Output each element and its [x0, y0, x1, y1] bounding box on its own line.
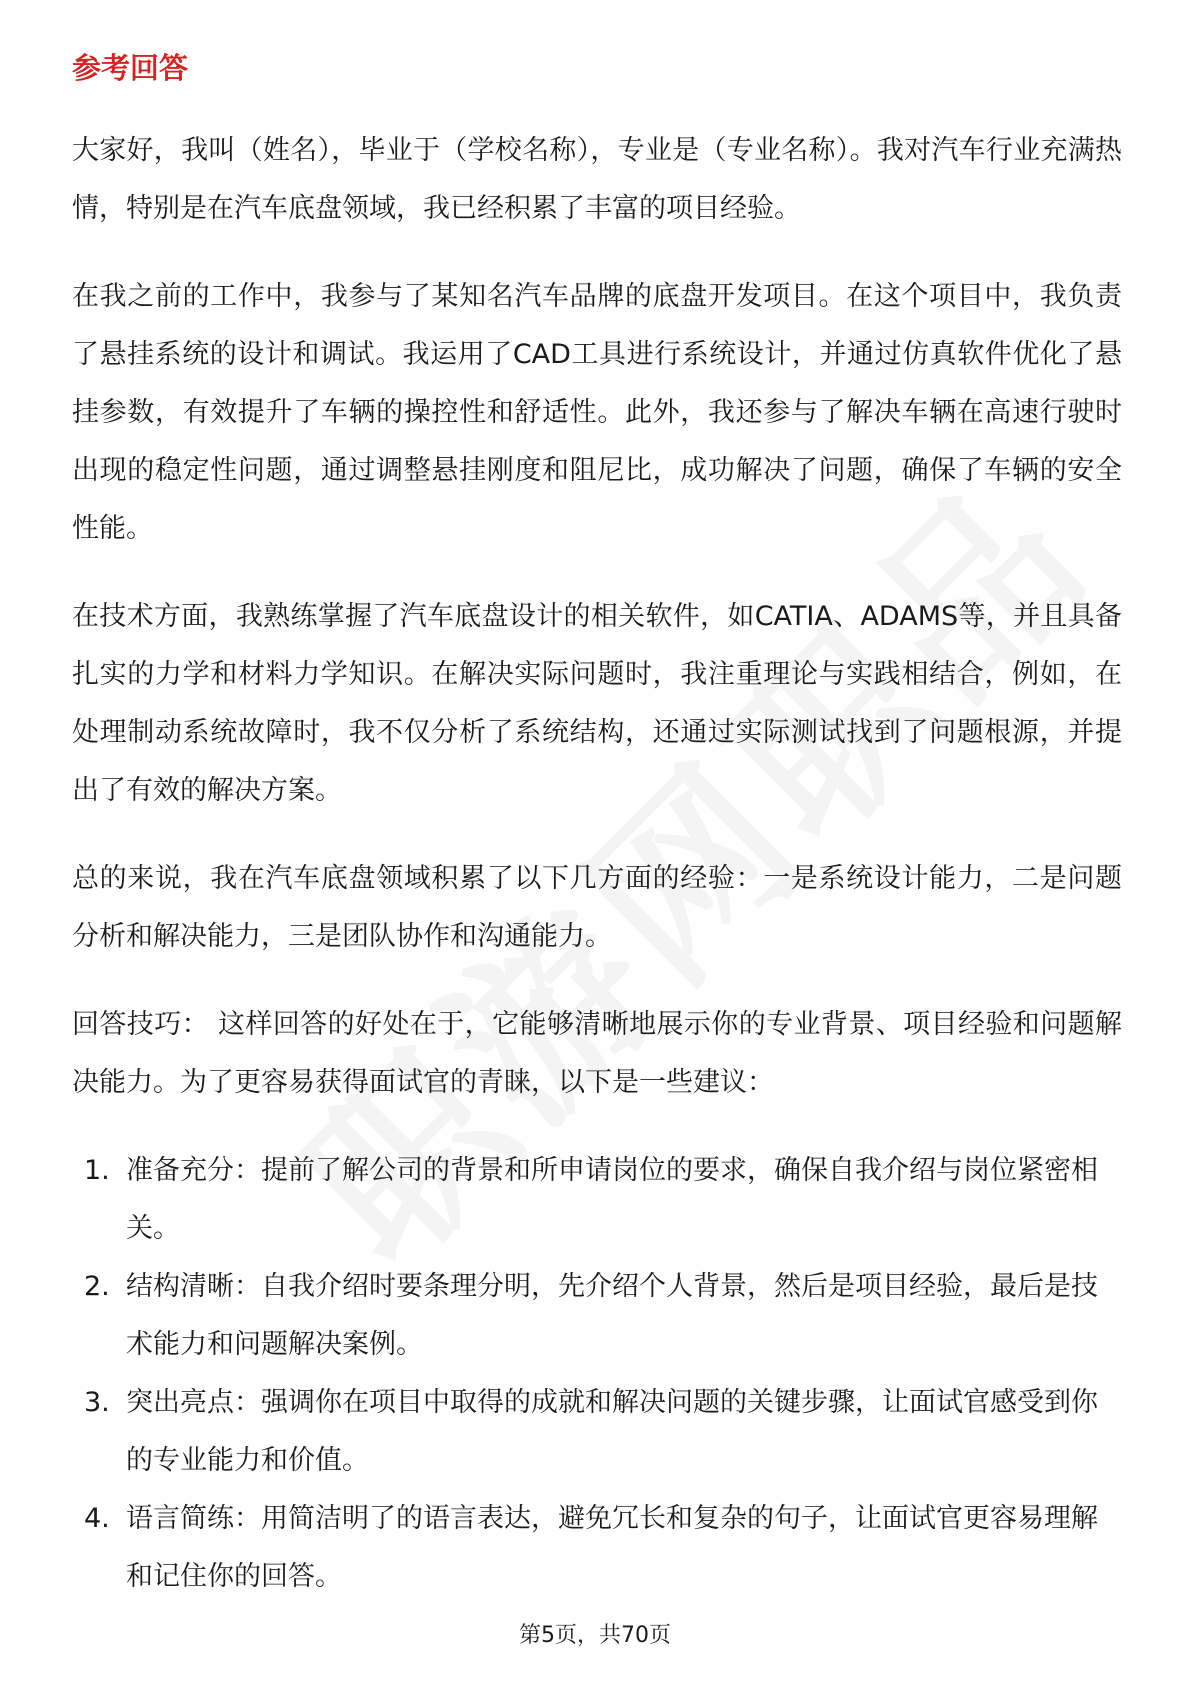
paragraph-experience: 在我之前的工作中，我参与了某知名汽车品牌的底盘开发项目。在这个项目中，我负责了悬挂系统的设计和调试。我运用了CAD工具进行系统设计，并通过仿真软件优化了悬挂参数，有效提升了车辆的操控性和舒适性。此外，我还参与了解决车辆在高速行驶时出现的稳定性问题，通过调整悬挂刚度和阻尼比，成功解决了问题，确保了车辆的安全性能。: [72, 281, 1122, 544]
list-item-number: 3.: [84, 1387, 110, 1418]
list-item: [72, 1142, 1122, 1258]
paragraph-summary: 总的来说，我在汽车底盘领域积累了以下几方面的经验：一是系统设计能力，二是问题分析和解决能力，三是团队协作和沟通能力。: [72, 863, 1122, 952]
list-item: [72, 1374, 1122, 1490]
list-item: [72, 1258, 1122, 1374]
section-heading: 参考回答: [72, 51, 189, 85]
paragraph-intro: 大家好，我叫（姓名），毕业于（学校名称），专业是（专业名称）。我对汽车行业充满热情，特别是在汽车底盘领域，我已经积累了丰富的项目经验。: [72, 135, 1122, 224]
paragraph-skills: 在技术方面，我熟练掌握了汽车底盘设计的相关软件，如CATIA、ADAMS等，并且具备扎实的力学和材料力学知识。在解决实际问题时，我注重理论与实践相结合，例如，在处理制动系统故障时，我不仅分析了系统结构，还通过实际测试找到了问题根源，并提出了有效的解决方案。: [72, 601, 1122, 806]
list-item: [72, 1490, 1122, 1606]
list-item-number: 4.: [84, 1503, 110, 1534]
list-item-number: 2.: [84, 1271, 110, 1302]
list-item-text: 准备充分：提前了解公司的背景和所申请岗位的要求，确保自我介绍与岗位紧密相关。: [126, 1155, 1098, 1244]
document-content: [72, 44, 1122, 1606]
list-item-number: 1.: [84, 1155, 110, 1186]
paragraph-tips-intro: 回答技巧： 这样回答的好处在于，它能够清晰地展示你的专业背景、项目经验和问题解决能力。为了更容易获得面试官的青睐，以下是一些建议：: [72, 1009, 1122, 1098]
list-item-text: 语言简练：用简洁明了的语言表达，避免冗长和复杂的句子，让面试官更容易理解和记住你的回答。: [126, 1503, 1098, 1592]
list-item-text: 结构清晰：自我介绍时要条理分明，先介绍个人背景，然后是项目经验，最后是技术能力和问题解决案例。: [126, 1271, 1098, 1360]
tips-list: [72, 1142, 1122, 1606]
list-item-text: 突出亮点：强调你在项目中取得的成就和解决问题的关键步骤，让面试官感受到你的专业能力和价值。: [126, 1387, 1098, 1476]
page-number-footer: 第5页，共70页: [519, 1623, 671, 1648]
